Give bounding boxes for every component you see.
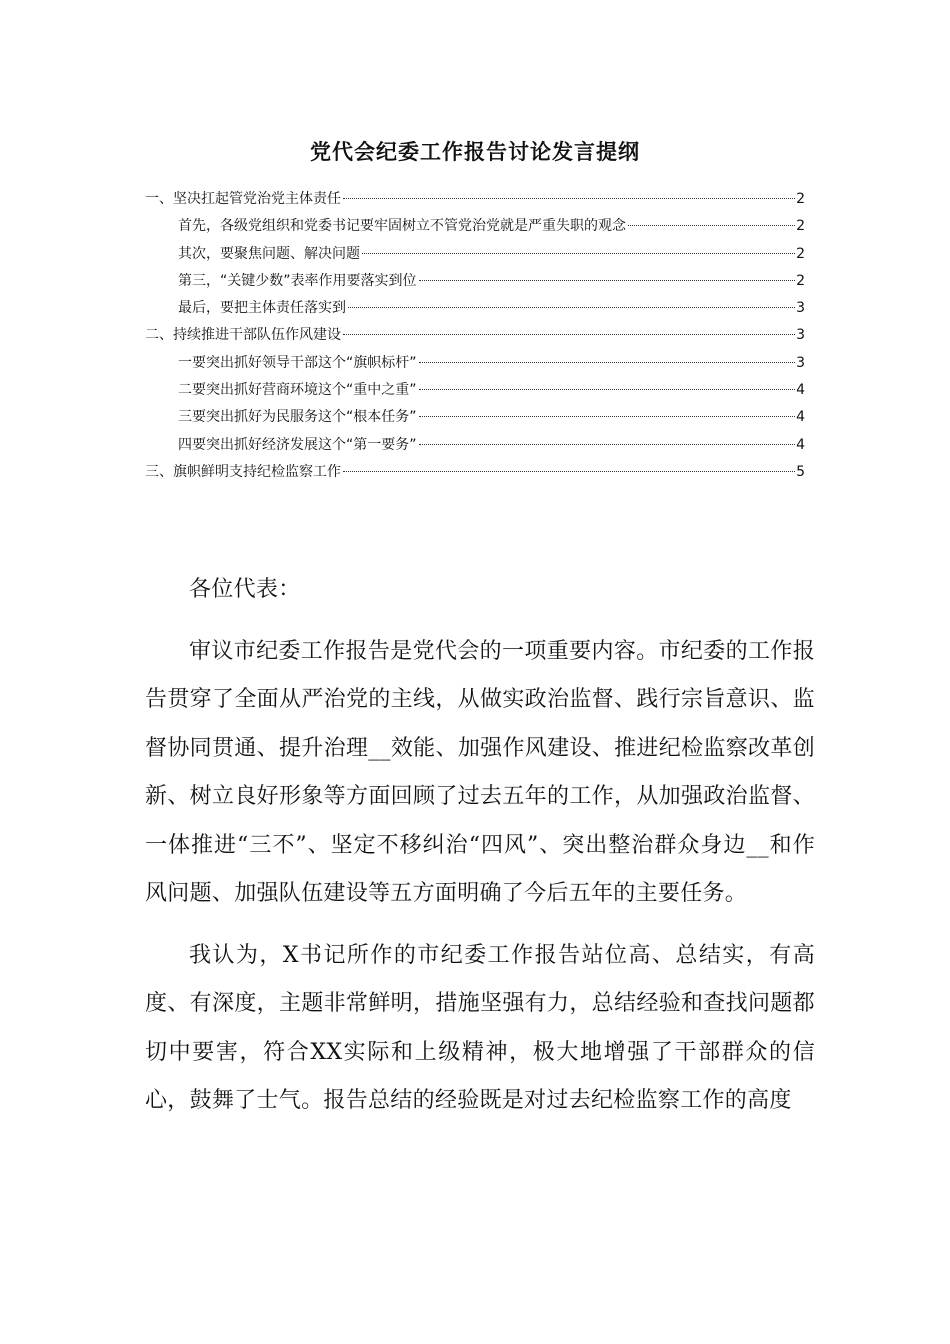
toc-page-number: 4 [796,409,805,426]
toc-page-number: 2 [796,191,805,207]
body-paragraph: 审议市纪委工作报告是党代会的一项重要内容。市纪委的工作报告贯穿了全面从严治党的主线，从做实政治监督、践行宗旨意识、监督协同贯通、提升治理__效能、加强作风建设、推进纪检监察改革创新、树立良好形象等方面回顾了过去五年的工作，从加强政治监督、一体推进“三不”、坚定不移纠治“四风”、突出整治群众身边__和作风问题、加强队伍建设等五方面明确了今后五年的主要任务。 [145,638,815,906]
table-of-contents [145,186,805,486]
toc-page-number: 3 [796,300,805,317]
toc-leader-dots [419,389,796,390]
toc-page-number: 4 [796,436,805,453]
document-body [145,566,815,1139]
toc-entry-text: 二、持续推进干部队伍作风建设 [145,327,341,344]
toc-leader-dots [343,198,795,199]
toc-leader-dots [628,225,795,226]
toc-leader-dots [419,362,796,363]
toc-entry[interactable] [145,377,805,404]
toc-entry-text: 三、旗帜鲜明支持纪检监察工作 [145,463,341,480]
toc-leader-dots [362,253,795,254]
toc-entry[interactable] [145,295,805,322]
toc-entry-text: 第三，“关键少数”表率作用要落实到位 [178,272,417,289]
toc-entry-text: 其次，要聚焦问题、解决问题 [178,245,360,262]
toc-entry[interactable] [145,268,805,295]
toc-leader-dots [343,334,795,335]
toc-entry-text: 三要突出抓好为民服务这个“根本任务” [178,409,417,426]
toc-page-number: 2 [796,272,805,289]
toc-page-number: 3 [796,354,805,371]
toc-leader-dots [348,307,795,308]
toc-entry[interactable] [145,404,805,431]
toc-leader-dots [343,471,795,472]
toc-leader-dots [419,444,796,445]
toc-leader-dots [419,280,796,281]
toc-leader-dots [419,416,796,417]
toc-entry[interactable] [145,322,805,349]
toc-page-number: 4 [796,382,805,399]
toc-page-number: 2 [796,218,805,235]
toc-entry[interactable] [145,459,805,486]
toc-entry[interactable] [145,213,805,240]
toc-page-number: 2 [796,245,805,262]
salutation: 各位代表： [189,577,301,602]
toc-entry[interactable] [145,241,805,268]
toc-entry-text: 首先，各级党组织和党委书记要牢固树立不管党治党就是严重失职的观念 [178,218,626,235]
toc-entry-text: 一、坚决扛起管党治党主体责任 [145,191,341,207]
body-paragraph: 我认为，X书记所作的市纪委工作报告站位高、总结实，有高度、有深度，主题非常鲜明，措施坚强有力，总结经验和查找问题都切中要害，符合XX实际和上级精神，极大地增强了干部群众的信心，鼓舞了士气。报告总结的经验既是对过去纪检监察工作的高度 [145,942,815,1113]
toc-page-number: 3 [796,327,805,344]
toc-entry[interactable] [145,432,805,459]
toc-page-number: 5 [796,463,805,480]
toc-entry-text: 最后，要把主体责任落实到 [178,300,346,317]
toc-entry-text: 四要突出抓好经济发展这个“第一要务” [178,436,417,453]
toc-entry[interactable] [145,186,805,213]
toc-entry-text: 一要突出抓好领导干部这个“旗帜标杆” [178,354,417,371]
toc-entry[interactable] [145,350,805,377]
toc-entry-text: 二要突出抓好营商环境这个“重中之重” [178,382,417,399]
document-title: 党代会纪委工作报告讨论发言提纲 [310,140,640,164]
